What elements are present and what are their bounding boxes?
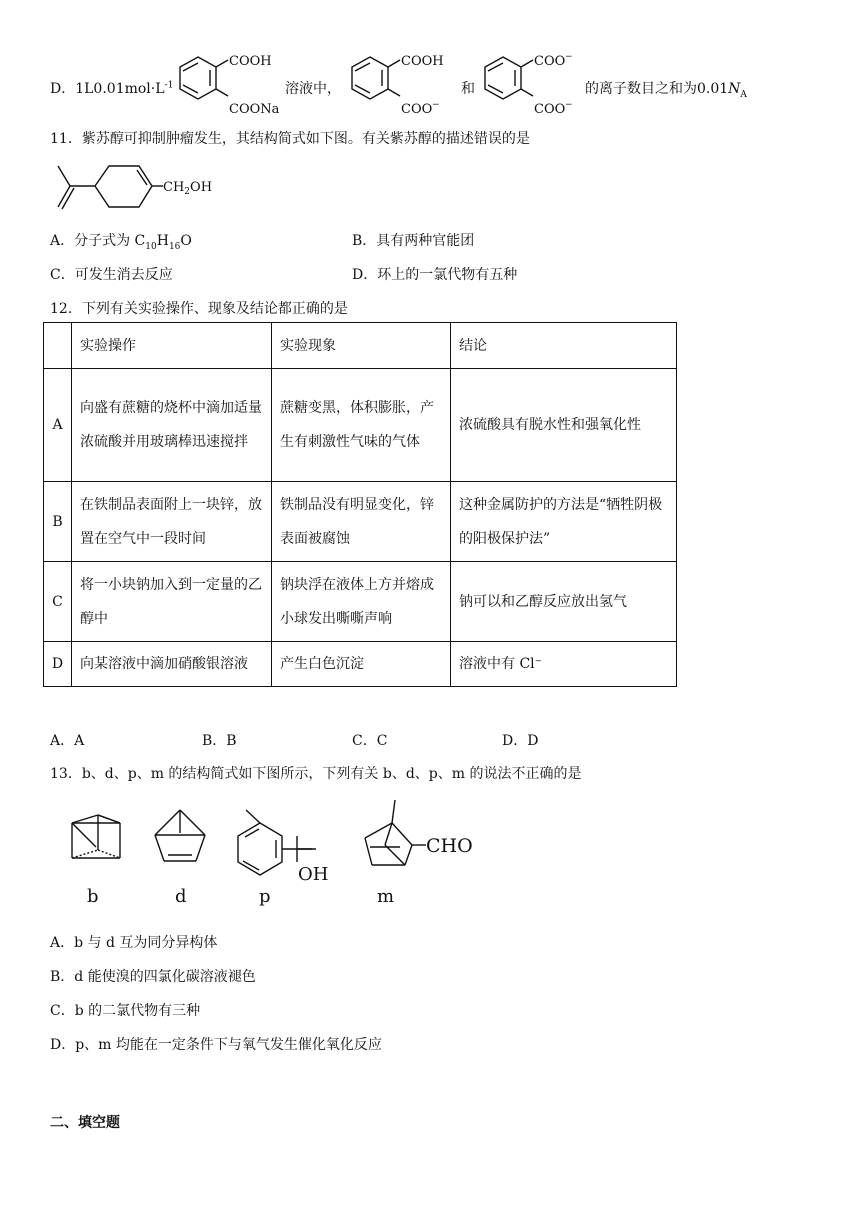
q10d-m1-top: COOH [229,54,272,69]
q10d-m1-bottom: COONa [229,102,280,117]
q12-option-d: D．D [502,733,539,749]
q10d-molecule-2 [340,45,460,125]
q13-option-a: A．b 与 d 互为同分异构体 [50,935,218,951]
row-label: A [44,369,72,482]
section-2-title: 二、填空题 [50,1115,120,1131]
q11-option-b: B．具有两种官能团 [352,233,475,249]
label-d: d [175,886,187,907]
row-label: B [44,482,72,562]
q13-option-c: C．b 的二氯代物有三种 [50,1003,201,1019]
q11-option-c: C．可发生消去反应 [50,267,173,283]
structure-m [365,800,473,865]
q11-stem: 11．紫苏醇可抑制肿瘤发生，其结构简式如下图。有关紫苏醇的描述错误的是 [50,131,530,147]
q10d-suffix-sub: A [740,89,747,100]
table-header-row [44,323,677,369]
q11-perillyl-alcohol-structure [55,158,255,218]
q10d-m3-top: COO [534,54,566,69]
table-row [44,642,677,687]
label-b: b [87,886,99,907]
table-header-cell [44,323,72,369]
row-operation: 将一小块钠加入到一定量的乙醇中 [72,562,272,642]
q12-experiment-table [43,322,677,687]
structure-b [72,815,120,858]
q10d-m2-top: COOH [401,54,444,69]
q10d-m2-bottom: COO [401,102,433,117]
q13-stem: 13．b、d、p、m 的结构简式如下图所示，下列有关 b、d、p、m 的说法不正确的是 [50,766,582,782]
q13-option-d: D．p、m 均能在一定条件下与氧气发生催化氧化反应 [50,1037,382,1053]
q12-option-c: C．C [352,733,388,749]
q11-option-d: D．环上的一氯代物有五种 [352,267,518,283]
row-label: D [44,642,72,687]
q10d-m3-top-minus: − [565,52,573,62]
q10d-suffix-n: N [728,81,741,97]
q11-group-label: $CH_2OH$ [163,180,213,197]
table-row [44,562,677,642]
q10d-prefix: D．1L0.01mol·L [50,81,165,97]
row-operation: 在铁制品表面附上一块锌，放置在空气中一段时间 [72,482,272,562]
q10d-mid2: 和 [461,81,475,97]
row-conclusion: 钠可以和乙醇反应放出氢气 [451,562,677,642]
q10d-sup: -1 [164,80,174,91]
structure-d [155,810,205,861]
row-phenomenon: 钠块浮在液体上方并熔成小球发出嘶嘶声响 [272,562,451,642]
row-phenomenon: 铁制品没有明显变化，锌表面被腐蚀 [272,482,451,562]
row-label: C [44,562,72,642]
q10d-suffix [585,78,747,100]
q12-option-a: A．A [50,733,85,749]
table-row [44,482,677,562]
row-operation: 向盛有蔗糖的烧杯中滴加适量浓硫酸并用玻璃棒迅速搅拌 [72,369,272,482]
table-header-cell: 结论 [451,323,677,369]
q12-stem: 12．下列有关实验操作、现象及结论都正确的是 [50,301,348,317]
q10d-m3-bottom-minus: − [565,100,573,110]
row-conclusion: 这种金属防护的方法是“牺牲阴极的阳极保护法” [451,482,677,562]
row-phenomenon: 产生白色沉淀 [272,642,451,687]
row-conclusion: 浓硫酸具有脱水性和强氧化性 [451,369,677,482]
q10-option-d [50,78,173,98]
label-p: p [259,886,271,907]
row-operation: 向某溶液中滴加硝酸银溶液 [72,642,272,687]
structure-p [238,810,328,885]
q13-structures [60,795,520,915]
table-header-cell: 实验操作 [72,323,272,369]
p-oh-label: OH [298,864,329,885]
q10d-suffix-text: 的离子数目之和为0.01 [585,81,729,97]
q12-option-b: B．B [202,733,237,749]
q10d-m2-minus: − [432,100,440,110]
q10d-m3-bottom: COO [534,102,566,117]
q13-option-b: B．d 能使溴的四氯化碳溶液褪色 [50,969,256,985]
q11-option-a: A．分子式为 $C_{10}H_{16}O$ [50,233,192,252]
row-conclusion: 溶液中有 Cl⁻ [451,642,677,687]
label-m: m [377,886,395,907]
m-cho-label: CHO [426,835,473,857]
q10d-molecule-3 [473,45,583,125]
table-row [44,369,677,482]
row-phenomenon: 蔗糖变黑，体积膨胀，产生有刺激性气味的气体 [272,369,451,482]
q10d-mid1: 溶液中， [285,81,341,97]
q10d-molecule-1 [168,45,298,125]
table-header-cell: 实验现象 [272,323,451,369]
